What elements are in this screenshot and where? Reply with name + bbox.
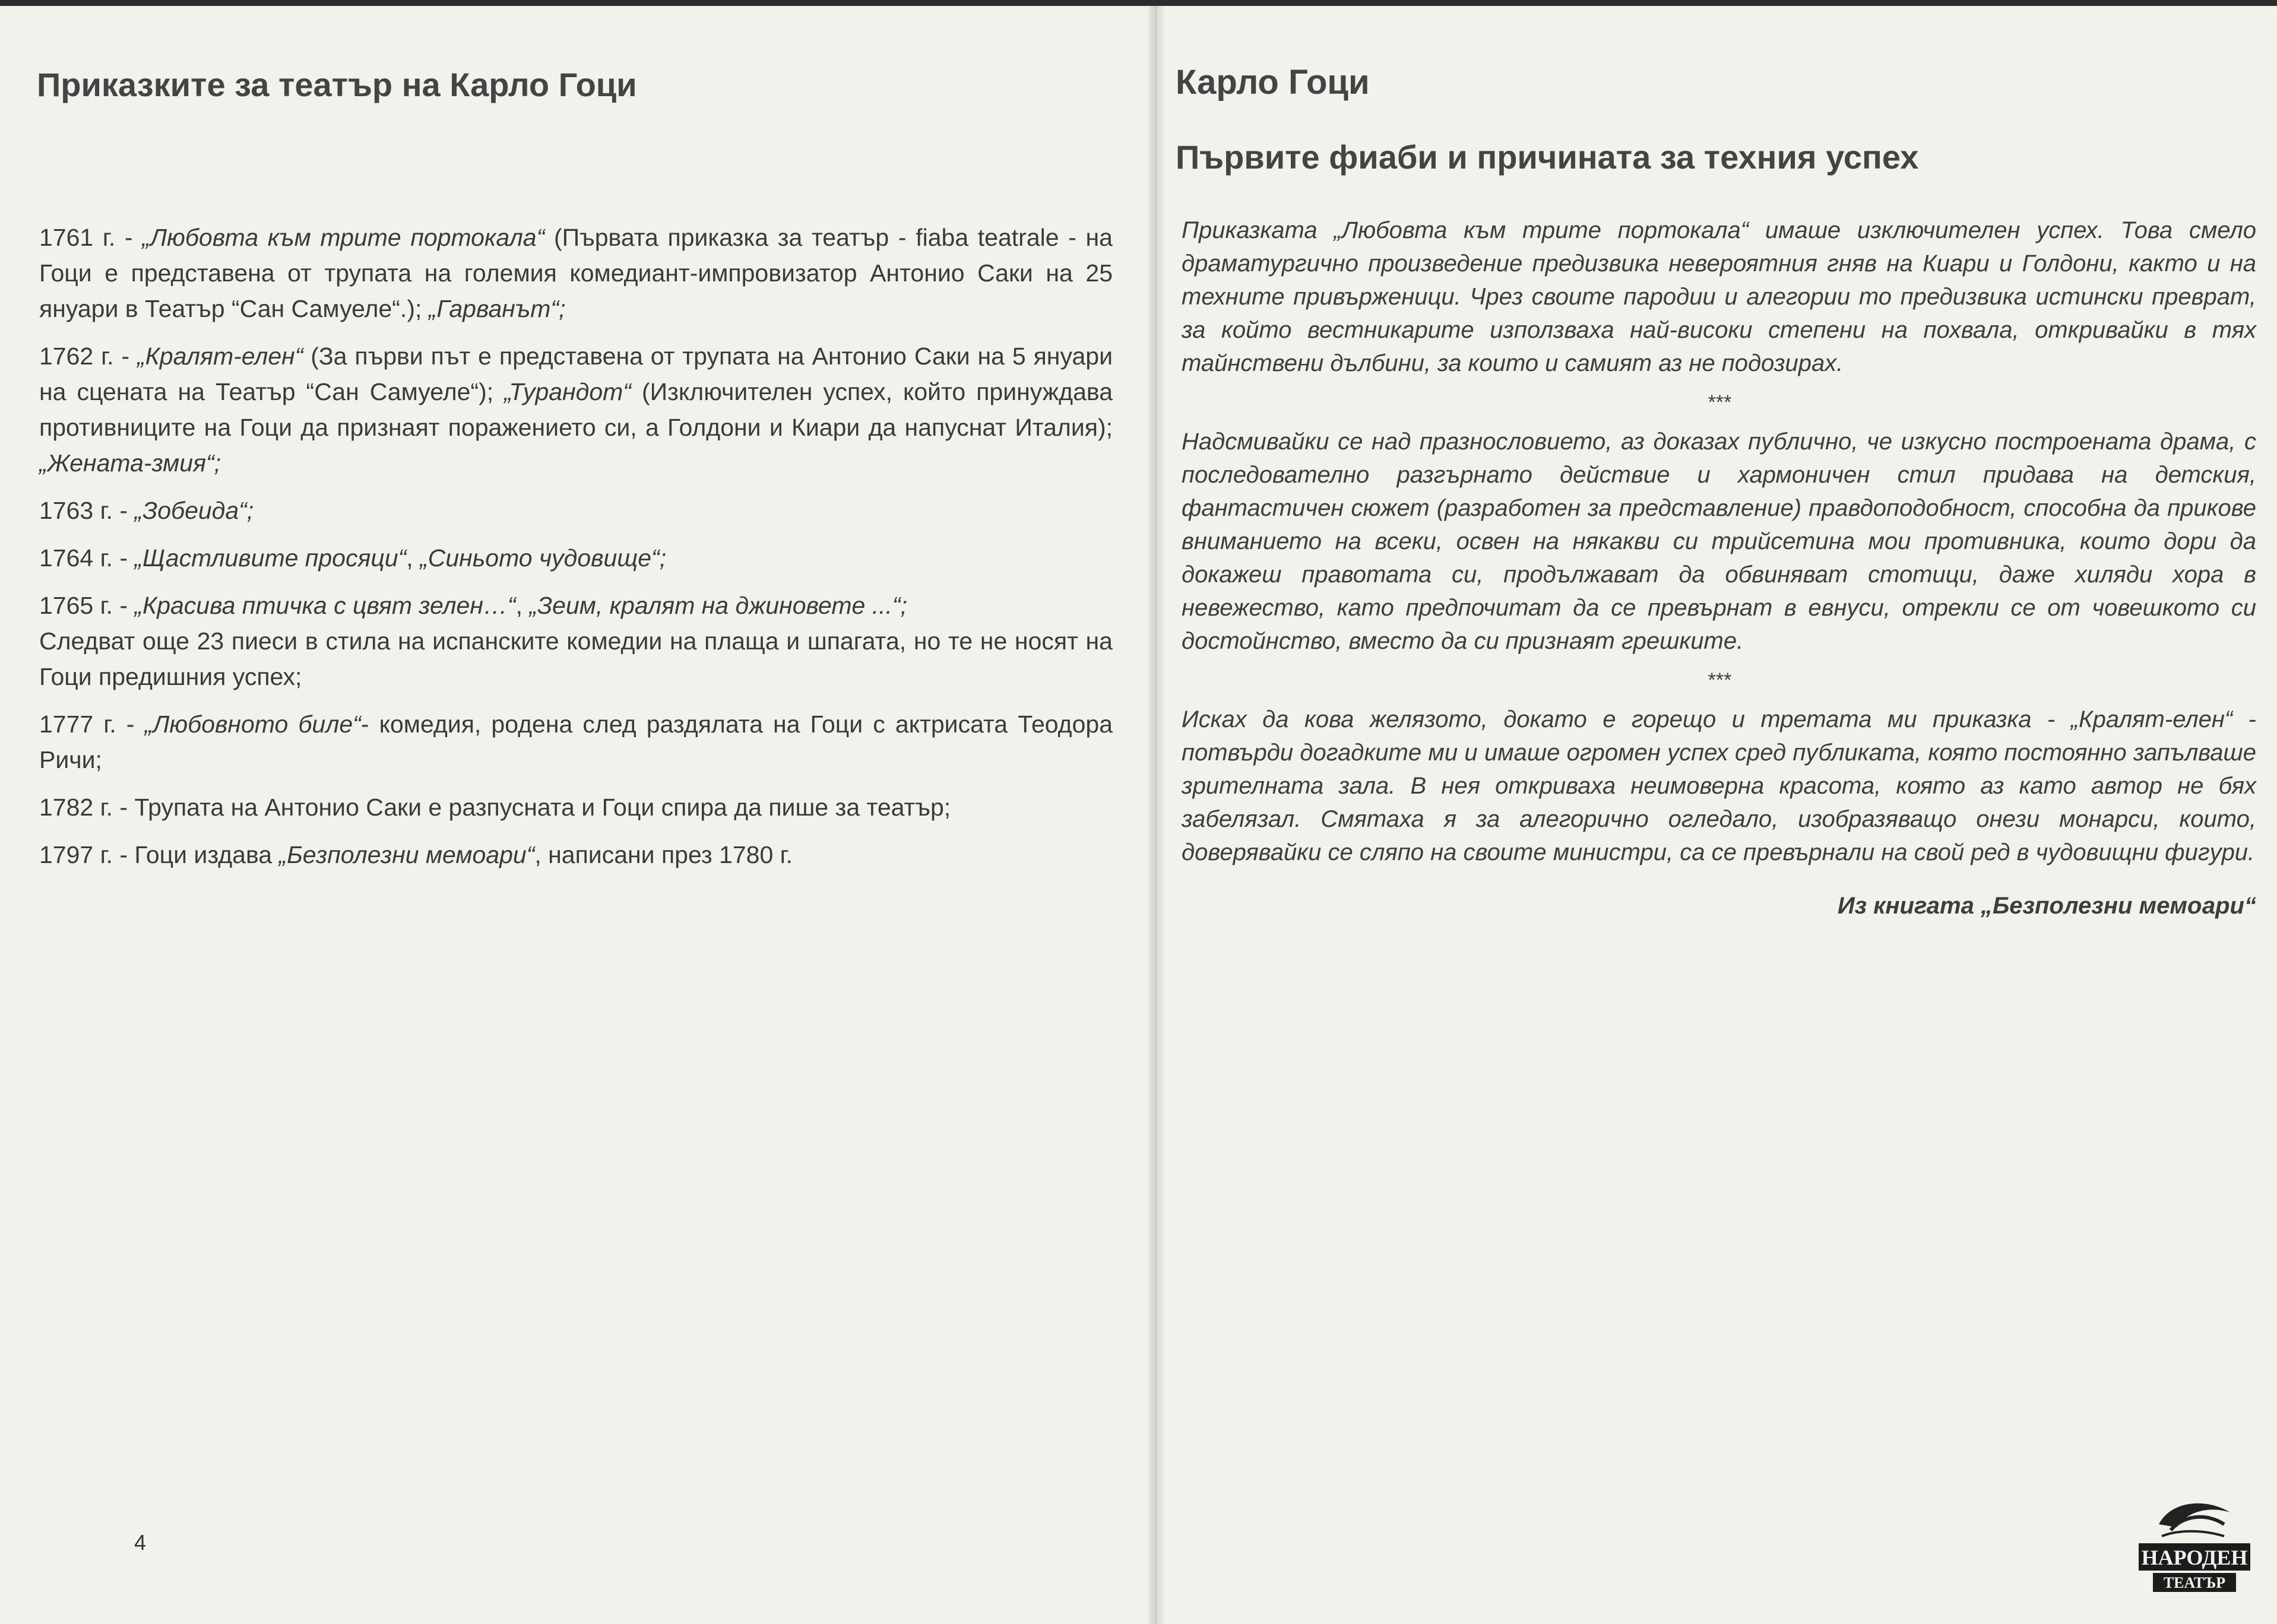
timeline-entry-1761: [39, 220, 1113, 326]
section-separator: ***: [1707, 669, 1731, 692]
entry-title: „Кралят-елен“: [137, 342, 303, 370]
timeline-entry-1765: [39, 588, 1113, 694]
logo-line2: ТЕАТЪР: [2163, 1574, 2226, 1591]
entry-text: - комедия, родена след раздялата на Гоци с актрисата Теодора Ричи;: [39, 710, 1113, 773]
timeline-entry-1762: [39, 338, 1113, 481]
essay-paragraph: Исках да кова желязото, докато е горещо и третата ми приказка - „Кралят-елен“ - потвърди догадките ми и имаше огромен успех сред публиката, която постоянно запълваше зрителната зала. В нея откриваха неимоверна красота, която аз като автор не бях забелязал. Смятаха я за алегорично огледало, изобразяващо онези монарси, които, доверявайки се сляпо на своите министри, са се превърнали на свой ред в чудовищни фигури.: [1182, 706, 2256, 865]
entry-text: ,: [515, 592, 530, 619]
page-number: 4: [134, 1530, 147, 1555]
entry-text: (За първи път е представена от трупата на Антонио Саки на 5 януари на сцената на Театър “Сан Самуеле“);: [39, 342, 1113, 405]
entry-text: (Първата приказка за театър - fiaba teatrale - на Гоци е представена от трупата на големия комедиант-импровизатор Антонио Саки на 25 януари в Театър “Сан Самуеле“.);: [39, 224, 1113, 322]
entry-text: 1764 г. -: [39, 544, 135, 572]
timeline: [39, 220, 1113, 884]
timeline-entry-1777: [39, 706, 1113, 778]
entry-text: 1797 г. - Гоци издава: [39, 841, 279, 868]
entry-text: (Изключителен успех, който принуждава противниците на Гоци да признаят поражението си, а Голдони и Киари да напуснат Италия);: [39, 378, 1113, 441]
entry-title: „Любовното биле“: [144, 710, 361, 738]
entry-title: „Жената-змия“;: [39, 449, 221, 477]
right-page-title: Карло Гоци: [1176, 63, 1370, 102]
entry-title: „Зеим, кралят на джиновете ...“;: [529, 592, 907, 619]
entry-title: „Щастливите просяци“: [134, 544, 407, 572]
essay-paragraph: Надсмивайки се над празнословието, аз доказах публично, че изкусно построената драма, с последователно разгърнато действие и хармоничен стил придава на детския, фантастичен сюжет (разработен за представление) правдоподобност, способна да прикове вниманието на всеки, освен на някакви си трийсетина мои противника, които дори да докажеш правотата си, продължават да обвиняват стотици, даже хиляди хора в невежество, като предпочитат да се превърнат в евнуси, отрекли се от човешкото си достойнство, вместо да си признаят грешките.: [1182, 429, 2256, 654]
entry-title: „Турандот“: [504, 378, 631, 405]
spine-fold-line: [1155, 6, 1157, 1624]
right-page-subtitle: Първите фиаби и причината за техния успех: [1176, 138, 1919, 176]
timeline-entry-1764: [39, 540, 1113, 576]
entry-title: „Безполезни мемоари“: [278, 841, 535, 868]
entry-text: 1763 г. -: [39, 497, 135, 524]
section-separator: ***: [1707, 391, 1731, 414]
quote-attribution: Из книгата „Безполезни мемоари“: [1837, 893, 2256, 919]
entry-title: „Гарванът“;: [428, 295, 566, 322]
entry-title: „Любовта към трите портокала“: [142, 224, 545, 251]
entry-text: Следват още 23 пиеси в стила на испанските комедии на плаща и шпагата, но те не носят на Гоци предишния успех;: [39, 627, 1113, 690]
scan-top-edge: [0, 0, 2277, 6]
timeline-entry-1782: [39, 789, 1113, 825]
entry-title: „Красива птичка с цвят зелен…“: [134, 592, 516, 619]
logo-line1: НАРОДЕН: [2141, 1546, 2248, 1569]
left-page-title: Приказките за театър на Карло Гоци: [37, 66, 637, 103]
national-theatre-logo: [2135, 1495, 2254, 1594]
entry-text: 1765 г. -: [39, 592, 135, 619]
theatre-logo-icon: [2135, 1495, 2254, 1594]
entry-text: , написани през 1780 г.: [534, 841, 793, 868]
entry-text: ,: [406, 544, 420, 572]
timeline-entry-1763: [39, 493, 1113, 528]
entry-title: „Синьото чудовище“;: [420, 544, 667, 572]
timeline-entry-1797: [39, 837, 1113, 873]
entry-text: 1761 г. -: [39, 224, 142, 251]
entry-title: „Зобеида“;: [134, 497, 254, 524]
essay-paragraph: Приказката „Любовта към трите портокала“ имаше изключителен успех. Това смело драматургично произведение предизвика невероятния гняв на Киари и Голдони, както и на техните привърженици. Чрез своите пародии и алегории то предизвика истински преврат, за който вестникарите използваха най-високи степени на похвала, откривайки в тях тайнствени дълбини, за които и самият аз не подозирах.: [1182, 217, 2256, 376]
entry-text: 1762 г. -: [39, 342, 137, 370]
entry-text: 1777 г. -: [39, 710, 145, 738]
essay: [1182, 214, 2256, 922]
entry-text: 1782 г. - Трупата на Антонио Саки е разпусната и Гоци спира да пише за театър;: [39, 794, 951, 821]
